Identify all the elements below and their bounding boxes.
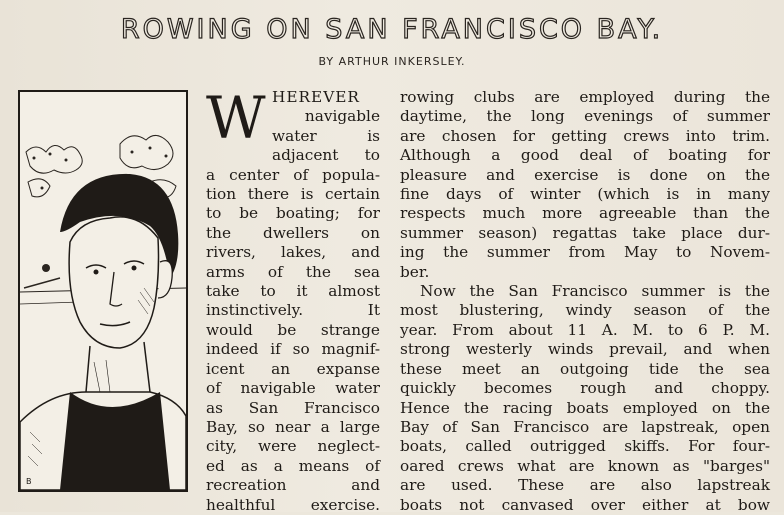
column2-line: Bay of San Francisco are lapstreak, open	[400, 417, 770, 436]
column1-line: take to it almost	[206, 282, 380, 301]
article-title: ROWING ON SAN FRANCISCO BAY.	[120, 14, 664, 45]
column2-line: Now the San Francisco summer is the	[420, 282, 770, 301]
column2-line: ber.	[400, 262, 430, 281]
column2-line: ing the summer from May to Novem-	[400, 243, 770, 262]
column2-line: year. From about 11 A. M. to 6 P. M.	[400, 320, 770, 339]
column2-line: rowing clubs are employed during the	[400, 88, 770, 106]
column1-line: instinctively. It	[206, 301, 380, 320]
column2-line: oared crews what are known as "barges"	[400, 456, 770, 475]
column2-line: are used. These are also lapstreak	[400, 476, 770, 495]
column1-line: ed as a means of	[206, 456, 380, 475]
column1-line: HEREVER	[272, 88, 360, 106]
column1-line: rivers, lakes, and	[206, 243, 380, 262]
column1-line: navigable	[304, 107, 380, 126]
column1-line: tion there is certain	[206, 185, 380, 204]
column1-line: as San Francisco	[206, 398, 380, 417]
column1-line: Bay, so near a large	[206, 417, 380, 436]
column1-line: adjacent to	[272, 146, 380, 165]
rower-portrait-drawing	[20, 92, 186, 490]
column2-line: most blustering, windy season of the	[400, 301, 770, 320]
column2-line: summer season) regattas take place dur-	[400, 223, 770, 242]
column1-line: water is	[272, 126, 380, 145]
column2-line: boats, called outrigged skiffs. For four-	[400, 437, 770, 456]
column1-line: healthful exercise.	[206, 495, 380, 514]
column2-line: are chosen for getting crews into trim.	[400, 126, 770, 145]
column2-line: pleasure and exercise is done on the	[400, 165, 770, 184]
column-two	[400, 88, 770, 515]
column2-line: quickly becomes rough and choppy.	[400, 379, 770, 398]
column2-line: daytime, the long evenings of summer	[400, 107, 770, 126]
column2-line: strong westerly winds prevail, and when	[400, 340, 770, 359]
column2-line: boats not canvased over either at bow	[400, 495, 770, 514]
column2-line: these meet an outgoing tide the sea	[400, 359, 770, 378]
rower-portrait-illustration	[18, 90, 188, 492]
column1-line: arms of the sea	[206, 262, 380, 281]
article-byline: BY ARTHUR INKERSLEY.	[318, 55, 466, 68]
column-one	[206, 84, 380, 515]
drop-cap: W	[206, 84, 266, 152]
column2-line: respects much more agreeable than the	[400, 204, 770, 223]
column1-line: of navigable water	[206, 379, 380, 398]
column1-line: to be boating; for	[206, 204, 380, 223]
column1-line: the dwellers on	[206, 223, 380, 242]
column2-line: fine days of winter (which is in many	[400, 185, 770, 204]
column2-line: Although a good deal of boating for	[400, 146, 770, 165]
column1-line: icent an expanse	[206, 359, 380, 378]
column1-line: would be strange	[206, 320, 380, 339]
column2-line: Hence the racing boats employed on the	[400, 398, 770, 417]
column1-line: a center of popula-	[206, 165, 380, 184]
column1-line: city, were neglect-	[206, 437, 380, 456]
column1-line: indeed if so magnif-	[206, 340, 380, 359]
column1-line: recreation and	[206, 476, 380, 495]
illustration-initial: B	[26, 477, 32, 486]
